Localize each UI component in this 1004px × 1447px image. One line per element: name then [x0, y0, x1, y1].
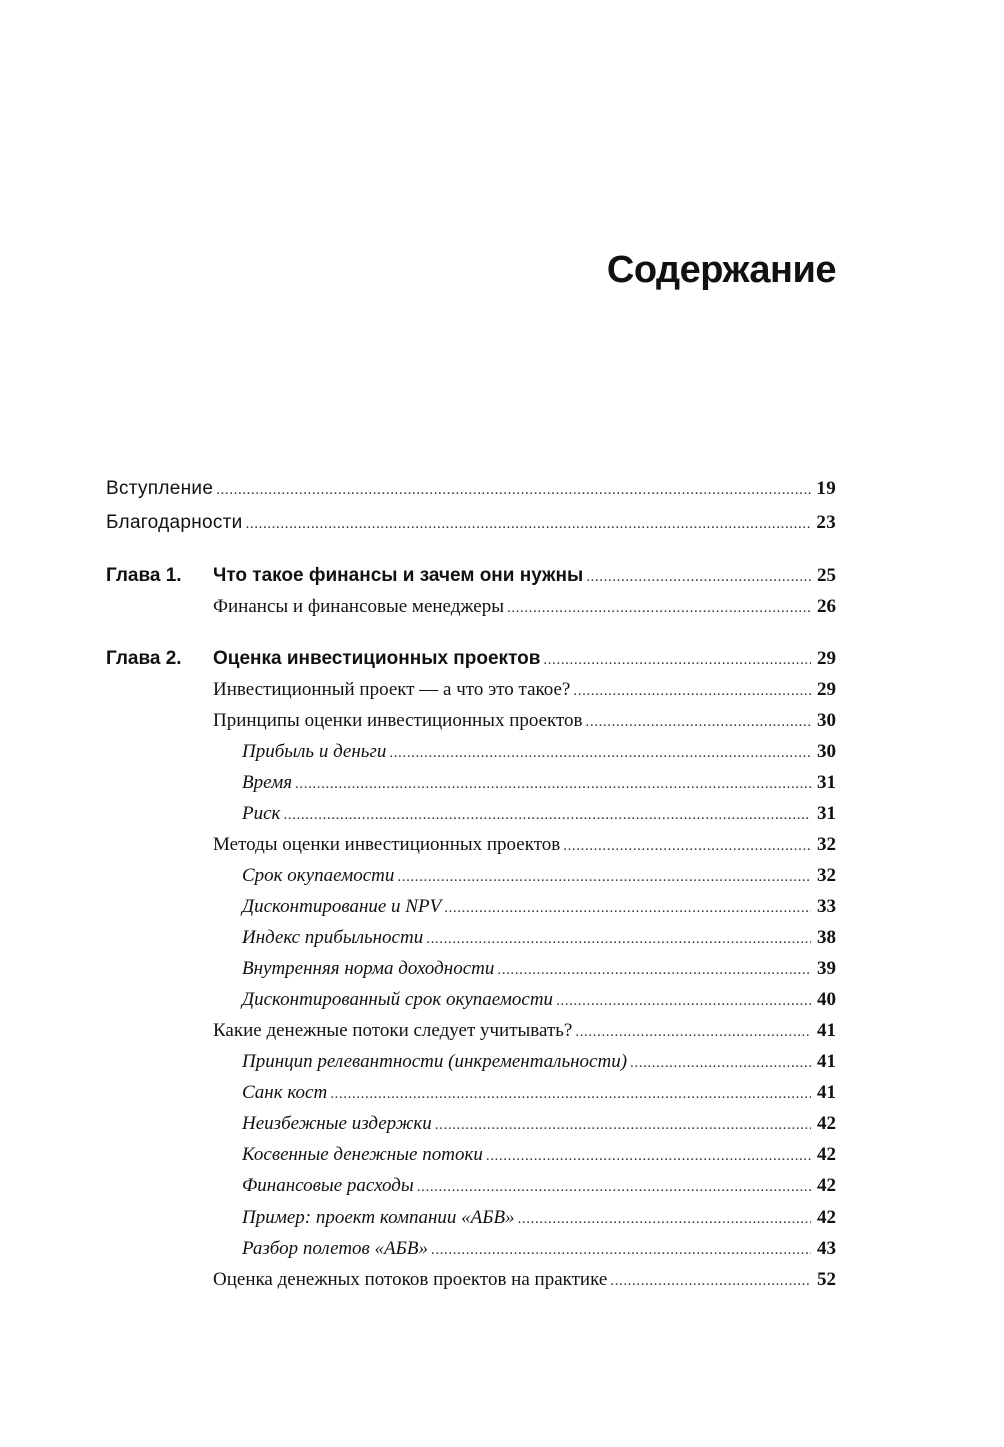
- subsection-title: Индекс прибыльности: [242, 927, 424, 948]
- dot-leader: [556, 985, 811, 1016]
- page-number: 41: [817, 1020, 836, 1041]
- toc-subsection[interactable]: [106, 1140, 836, 1170]
- dot-leader: [573, 675, 811, 706]
- dot-leader: [431, 1234, 811, 1265]
- dot-leader: [497, 954, 811, 985]
- toc-section[interactable]: [106, 830, 836, 860]
- page-number: 33: [817, 896, 836, 917]
- page-number: 19: [816, 478, 836, 499]
- subsection-title: Прибыль и деньги: [242, 741, 387, 762]
- page-number: 32: [817, 834, 836, 855]
- dot-leader: [389, 737, 811, 768]
- page-number: 43: [817, 1238, 836, 1259]
- dot-leader: [435, 1109, 811, 1140]
- toc-entry-acknowledgements[interactable]: [106, 508, 836, 538]
- dot-leader: [246, 508, 811, 539]
- page-number: 41: [817, 1051, 836, 1072]
- toc-subsection[interactable]: [106, 985, 836, 1015]
- toc-subsection[interactable]: [106, 737, 836, 767]
- subsection-title: Дисконтирование и NPV: [242, 896, 442, 917]
- toc-subsection[interactable]: [106, 892, 836, 922]
- toc-section[interactable]: [106, 592, 836, 622]
- toc-subsection[interactable]: [106, 954, 836, 984]
- toc-subsection[interactable]: [106, 1171, 836, 1201]
- subsection-title: Дисконтированный срок окупаемости: [242, 989, 554, 1010]
- dot-leader: [630, 1047, 811, 1078]
- page-number: 39: [817, 958, 836, 979]
- page-number: 29: [817, 648, 836, 669]
- page-number: 30: [817, 741, 836, 762]
- toc-subsection[interactable]: [106, 799, 836, 829]
- dot-leader: [444, 892, 811, 923]
- page-number: 32: [817, 865, 836, 886]
- page-number: 40: [817, 989, 836, 1010]
- toc-section[interactable]: [106, 1016, 836, 1046]
- toc-subsection[interactable]: [106, 1109, 836, 1139]
- page-number: 23: [816, 512, 836, 533]
- chapter-title: Оценка инвестиционных проектов: [213, 648, 541, 669]
- toc-chapter-2[interactable]: [106, 644, 836, 674]
- toc-subsection[interactable]: [106, 768, 836, 798]
- section-title: Методы оценки инвестиционных проектов: [213, 834, 561, 855]
- entry-title: Вступление: [106, 478, 214, 499]
- page-number: 42: [817, 1113, 836, 1134]
- subsection-title: Пример: проект компании «АБВ»: [242, 1207, 515, 1228]
- toc-subsection[interactable]: [106, 1203, 836, 1233]
- dot-leader: [543, 644, 811, 675]
- subsection-title: Разбор полетов «АБВ»: [242, 1238, 428, 1259]
- dot-leader: [586, 561, 811, 592]
- page-number: 42: [817, 1175, 836, 1196]
- toc-section[interactable]: [106, 675, 836, 705]
- subsection-title: Время: [242, 772, 293, 793]
- toc-chapter-1[interactable]: [106, 561, 836, 591]
- page-number: 30: [817, 710, 836, 731]
- dot-leader: [417, 1171, 811, 1202]
- subsection-title: Риск: [242, 803, 281, 824]
- dot-leader: [216, 474, 811, 505]
- page-number: 41: [817, 1082, 836, 1103]
- section-title: Финансы и финансовые менеджеры: [213, 596, 504, 617]
- page-number: 42: [817, 1207, 836, 1228]
- section-title: Принципы оценки инвестиционных проектов: [213, 710, 583, 731]
- page-number: 26: [817, 596, 836, 617]
- dot-leader: [586, 706, 811, 737]
- subsection-title: Внутренняя норма доходности: [242, 958, 495, 979]
- toc-subsection[interactable]: [106, 1234, 836, 1264]
- dot-leader: [563, 830, 811, 861]
- dot-leader: [283, 799, 811, 830]
- dot-leader: [507, 592, 811, 623]
- chapter-label: Глава 1.: [106, 565, 182, 586]
- dot-leader: [397, 861, 811, 892]
- toc-subsection[interactable]: [106, 923, 836, 953]
- section-title: Какие денежные потоки следует учитывать?: [213, 1020, 573, 1041]
- entry-title: Благодарности: [106, 512, 243, 533]
- dot-leader: [486, 1140, 811, 1171]
- subsection-title: Принцип релевантности (инкрементальности): [242, 1051, 628, 1072]
- toc-subsection[interactable]: [106, 1047, 836, 1077]
- page-number: 29: [817, 679, 836, 700]
- dot-leader: [610, 1265, 811, 1296]
- subsection-title: Срок окупаемости: [242, 865, 395, 886]
- page-title: Содержание: [606, 249, 836, 291]
- subsection-title: Санк кост: [242, 1082, 328, 1103]
- section-title: Оценка денежных потоков проектов на практике: [213, 1269, 608, 1290]
- toc-entry-introduction[interactable]: [106, 474, 836, 504]
- dot-leader: [330, 1078, 811, 1109]
- dot-leader: [575, 1016, 811, 1047]
- section-title: Инвестиционный проект — а что это такое?: [213, 679, 571, 700]
- toc-section[interactable]: [106, 1265, 836, 1295]
- dot-leader: [295, 768, 811, 799]
- chapter-label: Глава 2.: [106, 648, 182, 669]
- toc-subsection[interactable]: [106, 861, 836, 891]
- chapter-title: Что такое финансы и зачем они нужны: [213, 565, 584, 586]
- page-number: 31: [817, 803, 836, 824]
- subsection-title: Неизбежные издержки: [242, 1113, 432, 1134]
- dot-leader: [518, 1203, 811, 1234]
- subsection-title: Косвенные денежные потоки: [242, 1144, 483, 1165]
- page-number: 38: [817, 927, 836, 948]
- toc-subsection[interactable]: [106, 1078, 836, 1108]
- page-number: 31: [817, 772, 836, 793]
- dot-leader: [426, 923, 811, 954]
- subsection-title: Финансовые расходы: [242, 1175, 414, 1196]
- page-number: 25: [817, 565, 836, 586]
- page-number: 52: [817, 1269, 836, 1290]
- page-number: 42: [817, 1144, 836, 1165]
- toc-section[interactable]: [106, 706, 836, 736]
